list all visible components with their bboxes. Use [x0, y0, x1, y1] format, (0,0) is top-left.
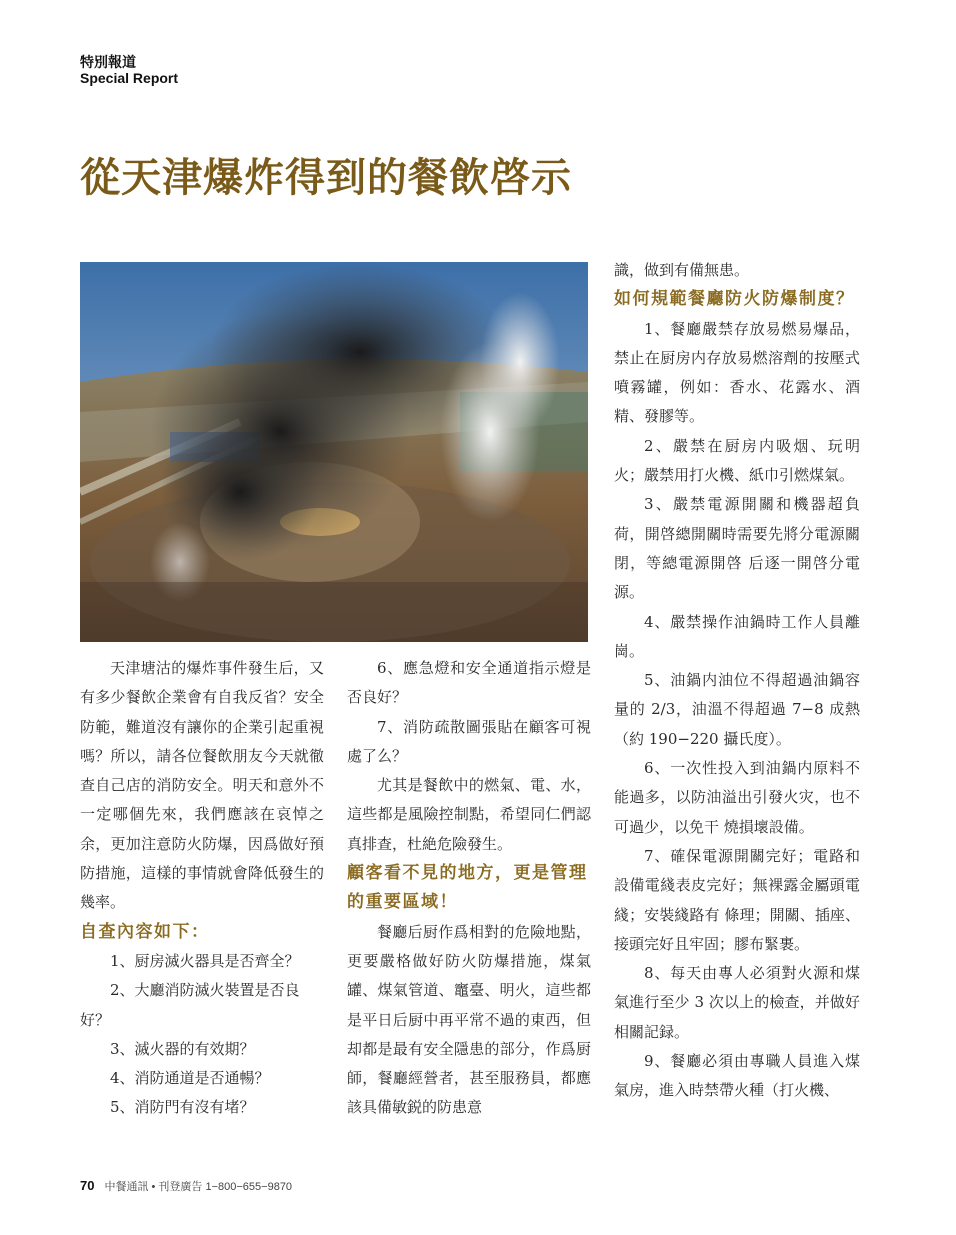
column-1 [80, 654, 324, 1123]
page-number: 70 [80, 1178, 95, 1193]
list-item: 7、確保電源開關完好；電路和設備電綫表皮完好；無裸露金屬頭電綫；安裝綫路有 條理；開關、插座、接頭完好且牢固；膠布緊裹。 [614, 846, 860, 953]
list-item: 4、嚴禁操作油鍋時工作人員離崗。 [614, 612, 860, 660]
section-label-zh: 特別報道 [80, 55, 136, 71]
list-item: 2、嚴禁在厨房内吸烟、玩明火；嚴禁用打火機、紙巾引燃煤氣。 [614, 436, 860, 485]
list-item: 7、消防疏散圖張貼在顧客可視處了么？ [347, 717, 591, 765]
section-label-en: Special Report [80, 70, 179, 86]
list-item: 8、每天由專人必須對火源和煤氣進行至少 3 次以上的檢查，并做好相關記録。 [614, 964, 860, 1041]
footer-text: 中餐通訊 • 刊登廣告 1−800−655−9870 [104, 1181, 293, 1193]
section-heading: 如何規範餐廳防火防爆制度？ [614, 289, 855, 310]
article-title: 從天津爆炸得到的餐飲啓示 [80, 154, 572, 201]
list-item: 1、餐廳嚴禁存放易燃易爆品，禁止在厨房内存放易燃溶劑的按壓式噴霧罐，例如：香水、花露水、酒精、發膠等。 [614, 319, 860, 426]
list-item: 1、厨房滅火器具是否齊全？ [110, 951, 300, 970]
list-item: 6、一次性投入到油鍋内原料不能過多，以防油溢出引發火灾，也不可過少，以免干 燒損壞設備。 [614, 759, 860, 836]
self-check-heading: 自查內容如下： [80, 921, 210, 942]
list-item: 5、消防門有沒有堵？ [110, 1098, 255, 1117]
body-paragraph: 尤其是餐飲中的燃氣、電、水，這些都是風險控制點，希望同仁們認真排查，杜絶危險發生。 [347, 776, 591, 853]
column-2 [347, 654, 591, 1123]
column-3 [614, 256, 860, 1106]
list-item: 9、餐廳必須由專職人員進入煤氣房，進入時禁帶火種（打火機、 [614, 1052, 860, 1100]
continued-text: 識，做到有備無患。 [614, 261, 750, 279]
intro-paragraph: 天津塘沽的爆炸事件發生后，又有多少餐飲企業會有自我反省？安全防範，難道沒有讓你的企業引起重視嗎？所以，請各位餐飲朋友今天就徹查自己店的消防安全。明天和意外不一定哪個先來，我們應該在哀悼之余，更加注意防火防爆，因爲做好預防措施，這樣的事情就會降低發生的幾率。 [80, 659, 324, 912]
explosion-photo [80, 262, 588, 642]
list-item: 4、消防通道是否通暢？ [110, 1069, 270, 1088]
list-item: 2、大廳消防滅火裝置是否良好？ [80, 981, 300, 1029]
list-item: 5、油鍋内油位不得超過油鍋容量的 2/3，油溫不得超過 7−8 成熱（約 190−220 攝氏度）。 [614, 671, 860, 748]
list-item: 3、嚴禁電源開關和機器超負荷，開啓總開關時需要先將分電源關閉，等總電源開啓 后逐一開啓分電源。 [614, 495, 860, 602]
page-footer [80, 1178, 292, 1194]
section-heading: 顧客看不見的地方，更是管理的重要區域！ [347, 863, 588, 913]
list-item: 3、滅火器的有效期？ [110, 1039, 255, 1058]
list-item: 6、應急燈和安全通道指示燈是否良好？ [347, 659, 591, 707]
body-paragraph: 餐廳后厨作爲相對的危險地點，更要嚴格做好防火防爆措施，煤氣罐、煤氣管道、竈臺、明火，這些都是平日后厨中再平常不過的東西，但却都是最有安全隱患的部分，作爲厨師，餐廳經營者，甚至服務員，都應該具備敏鋭的防患意 [347, 922, 591, 1117]
